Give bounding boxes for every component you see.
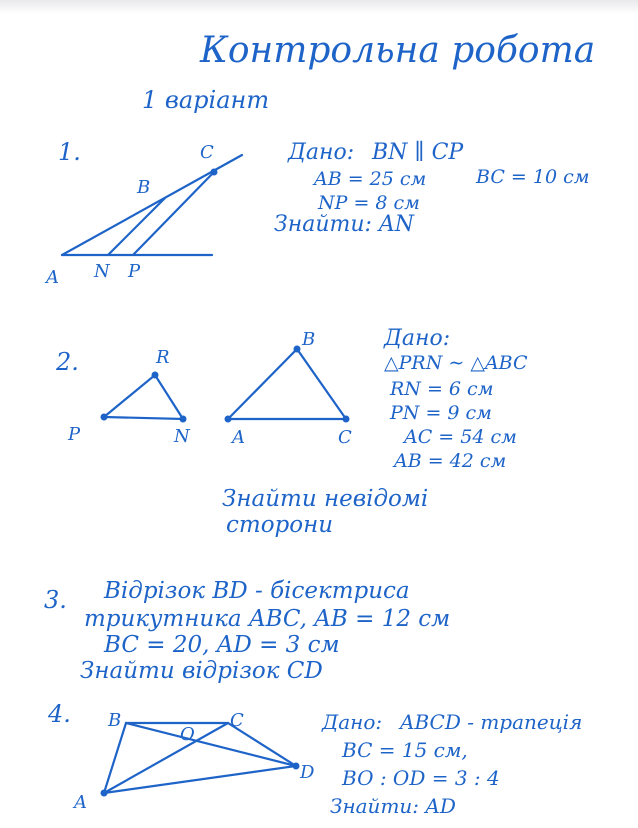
task1-segment-bn	[108, 198, 165, 255]
task2-label-b: B	[302, 329, 316, 350]
task4-given: ABCD - трапеція	[400, 710, 583, 734]
task4-label-a: A	[74, 792, 87, 813]
task4-ratio: BO : OD = 3 : 4	[342, 766, 500, 790]
diagonal-bd	[126, 723, 296, 766]
task1-bc: BC = 10 см	[476, 166, 590, 188]
task2-label-p: P	[68, 424, 81, 445]
task4-find: Знайти: AD	[330, 794, 456, 818]
task2-ac: AC = 54 см	[404, 426, 517, 448]
task1-label-p: P	[128, 261, 141, 282]
task1-label-a: A	[46, 267, 59, 288]
task1-label-n: N	[94, 261, 110, 282]
task3-number: 3.	[44, 586, 67, 614]
task2-find-line2: сторони	[226, 512, 334, 538]
task4-label-o: O	[180, 724, 195, 745]
task3-line3: BC = 20, AD = 3 см	[104, 632, 340, 658]
task2-label-a: A	[232, 427, 245, 448]
task2-pn: PN = 9 см	[390, 402, 492, 424]
task2-label-n: N	[174, 426, 190, 447]
task4-number: 4.	[48, 700, 71, 728]
task3-line4: Знайти відрізок CD	[80, 658, 323, 684]
trapezoid-abcd	[104, 723, 296, 793]
task4-given-label: Дано:	[322, 710, 383, 734]
task3-line1: Відрізок BD - бісектриса	[104, 578, 410, 604]
variant-label: 1 варіант	[142, 86, 270, 114]
page-title: Контрольна робота	[200, 30, 596, 71]
task3-line2: трикутника ABC, AB = 12 см	[84, 606, 451, 632]
task1-np: NP = 8 см	[318, 192, 420, 214]
task2-ab: AB = 42 см	[394, 450, 507, 472]
task1-number: 1.	[58, 138, 81, 166]
task4-label-c: C	[230, 710, 244, 731]
task1-find: Знайти: AN	[274, 212, 415, 237]
task4-label-b: B	[108, 710, 122, 731]
task1-label-c: C	[200, 142, 214, 163]
triangle-abc	[228, 349, 346, 419]
task2-similarity: △PRN ∼ △ABC	[384, 352, 528, 374]
task4-label-d: D	[300, 762, 315, 783]
task2-label-c: C	[338, 427, 352, 448]
task1-given-label: Дано:	[288, 140, 355, 165]
triangle-prn	[104, 375, 183, 419]
task1-label-b: B	[137, 177, 151, 198]
task2-label-r: R	[156, 347, 170, 368]
task2-find-line1: Знайти невідомі	[222, 486, 429, 512]
task2-given-label: Дано:	[384, 326, 451, 351]
task1-given: BN ∥ CP	[372, 140, 464, 165]
task1-ab: AB = 25 см	[314, 168, 427, 190]
task2-number: 2.	[56, 348, 79, 376]
task4-bc: BC = 15 см,	[342, 738, 468, 762]
task2-rn: RN = 6 см	[390, 378, 494, 400]
